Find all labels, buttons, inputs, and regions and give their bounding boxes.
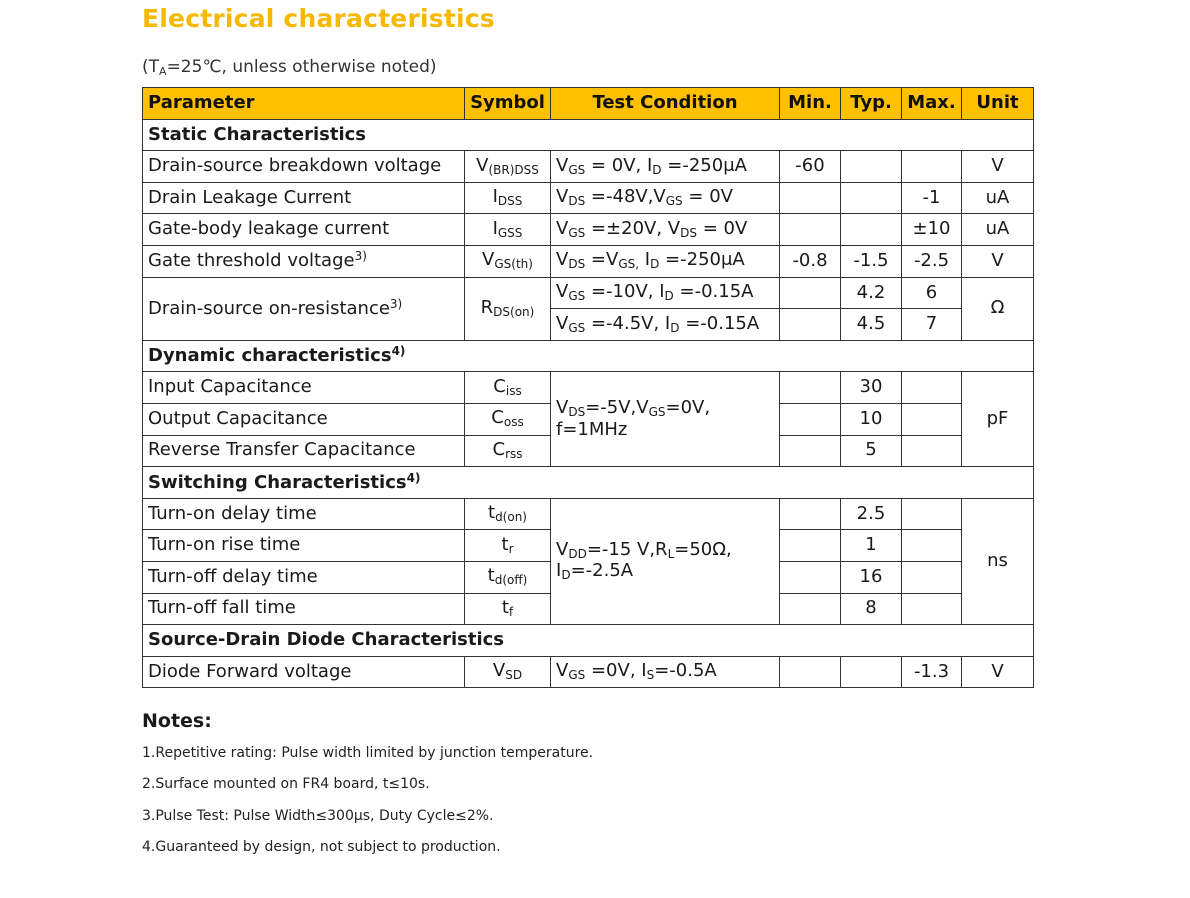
header-unit: Unit (962, 88, 1034, 120)
max-cell: 7 (902, 309, 962, 341)
header-parameter: Parameter (143, 88, 465, 120)
max-cell (902, 372, 962, 404)
min-cell: -0.8 (780, 245, 841, 277)
max-cell: ±10 (902, 214, 962, 246)
max-cell: -1 (902, 182, 962, 214)
table-row (143, 656, 1034, 688)
typ-cell: -1.5 (841, 245, 902, 277)
header-min: Min. (780, 88, 841, 120)
parameter-cell: Turn-off delay time (143, 561, 465, 593)
section-row-switching (143, 467, 1034, 499)
condition-cell: $V_{GS} =-4.5V$, $I_D =-0.15A$ (551, 309, 780, 341)
typ-cell (841, 151, 902, 183)
note-item: 1.Repetitive rating: Pulse width limited by junction temperature. (142, 745, 594, 761)
electrical-characteristics-table (142, 87, 1034, 688)
section-row-dynamic (143, 340, 1034, 372)
unit-cell: V (962, 245, 1034, 277)
note-item: 4.Guaranteed by design, not subject to production. (142, 839, 501, 855)
parameter-cell: Diode Forward voltage (143, 656, 465, 688)
typ-cell: 5 (841, 435, 902, 467)
max-cell (902, 403, 962, 435)
header-test-condition: Test Condition (551, 88, 780, 120)
section-title: Static Characteristics (143, 119, 1034, 151)
typ-cell: 4.5 (841, 309, 902, 341)
section-title: Dynamic characteristics$^{4)}$ (143, 340, 1034, 372)
symbol-cell: $C_{rss}$ (465, 435, 551, 467)
table-row (143, 277, 1034, 309)
min-cell (780, 182, 841, 214)
condition-cell: $V_{GS} =0V$, $I_S=-0.5A$ (551, 656, 780, 688)
unit-cell: V (962, 151, 1034, 183)
header-max: Max. (902, 88, 962, 120)
symbol-cell: $t_r$ (465, 530, 551, 562)
symbol-cell: $V_{(BR)DSS}$ (465, 151, 551, 183)
table-row (143, 151, 1034, 183)
min-cell: -60 (780, 151, 841, 183)
table-row (143, 214, 1034, 246)
parameter-cell: Reverse Transfer Capacitance (143, 435, 465, 467)
section-row-static (143, 119, 1034, 151)
symbol-cell: $C_{oss}$ (465, 403, 551, 435)
unit-cell: Ω (962, 277, 1034, 340)
note-item: 2.Surface mounted on FR4 board, t≤10s. (142, 776, 430, 792)
max-cell (902, 435, 962, 467)
min-cell (780, 372, 841, 404)
typ-cell: 2.5 (841, 498, 902, 530)
page-title: Electrical characteristics (142, 4, 495, 33)
min-cell (780, 309, 841, 341)
table-row (143, 498, 1034, 530)
min-cell (780, 530, 841, 562)
symbol-cell: $t_{d(off)}$ (465, 561, 551, 593)
symbol-cell: $I_{DSS}$ (465, 182, 551, 214)
header-symbol: Symbol (465, 88, 551, 120)
typ-cell: 30 (841, 372, 902, 404)
parameter-cell: Input Capacitance (143, 372, 465, 404)
typ-cell: 8 (841, 593, 902, 625)
typ-cell: 16 (841, 561, 902, 593)
condition-cell: $V_{GS} =\pm 20V$, $V_{DS} = 0V$ (551, 214, 780, 246)
min-cell (780, 403, 841, 435)
max-cell (902, 498, 962, 530)
parameter-cell: Turn-off fall time (143, 593, 465, 625)
parameter-cell: Turn-on rise time (143, 530, 465, 562)
unit-cell: pF (962, 372, 1034, 467)
symbol-cell: $V_{SD}$ (465, 656, 551, 688)
max-cell (902, 561, 962, 593)
min-cell (780, 435, 841, 467)
condition-cell: $V_{DD}=-15$ $V,R_L=50\Omega$, $I_D=-2.5A$ (551, 498, 780, 624)
parameter-cell: Output Capacitance (143, 403, 465, 435)
section-title: Source-Drain Diode Characteristics (143, 625, 1034, 657)
unit-cell: uA (962, 214, 1034, 246)
typ-cell (841, 656, 902, 688)
section-title: Switching Characteristics$^{4)}$ (143, 467, 1034, 499)
min-cell (780, 656, 841, 688)
notes-title: Notes: (142, 710, 212, 732)
max-cell (902, 151, 962, 183)
condition-cell: $V_{GS} =-10V$, $I_D =-0.15A$ (551, 277, 780, 309)
parameter-cell: Gate-body leakage current (143, 214, 465, 246)
symbol-cell: $V_{GS(th)}$ (465, 245, 551, 277)
condition-cell: $V_{DS}=-5V,V_{GS}=0V$, f=1MHz (551, 372, 780, 467)
parameter-cell: Drain Leakage Current (143, 182, 465, 214)
typ-cell (841, 214, 902, 246)
min-cell (780, 593, 841, 625)
parameter-cell: Turn-on delay time (143, 498, 465, 530)
typ-cell: 1 (841, 530, 902, 562)
table-row (143, 372, 1034, 404)
condition-cell: $V_{DS} =-48V,V_{GS} = 0V$ (551, 182, 780, 214)
typ-cell: 10 (841, 403, 902, 435)
typ-cell: 4.2 (841, 277, 902, 309)
max-cell: -1.3 (902, 656, 962, 688)
min-cell (780, 214, 841, 246)
test-conditions-note: ($T_A=25℃$, unless otherwise noted) (142, 57, 437, 78)
max-cell (902, 530, 962, 562)
table-row (143, 182, 1034, 214)
condition-cell: $V_{DS} =V_{GS,}$ $I_D =-250\mu A$ (551, 245, 780, 277)
parameter-cell: Drain-source breakdown voltage (143, 151, 465, 183)
unit-cell: V (962, 656, 1034, 688)
table-row (143, 245, 1034, 277)
header-typ: Typ. (841, 88, 902, 120)
max-cell: 6 (902, 277, 962, 309)
symbol-cell: $I_{GSS}$ (465, 214, 551, 246)
parameter-cell: Drain-source on-resistance$^{3)}$ (143, 277, 465, 340)
max-cell: -2.5 (902, 245, 962, 277)
note-item: 3.Pulse Test: Pulse Width≤300μs, Duty Cycle≤2%. (142, 808, 494, 824)
condition-cell: $V_{GS} = 0V$, $I_D =-250\mu A$ (551, 151, 780, 183)
max-cell (902, 593, 962, 625)
symbol-cell: $t_{d(on)}$ (465, 498, 551, 530)
table-header-row (143, 88, 1034, 120)
min-cell (780, 498, 841, 530)
min-cell (780, 561, 841, 593)
unit-cell: ns (962, 498, 1034, 624)
min-cell (780, 277, 841, 309)
section-row-diode (143, 625, 1034, 657)
symbol-cell: $C_{iss}$ (465, 372, 551, 404)
unit-cell: uA (962, 182, 1034, 214)
typ-cell (841, 182, 902, 214)
parameter-cell: Gate threshold voltage$^{3)}$ (143, 245, 465, 277)
symbol-cell: $t_f$ (465, 593, 551, 625)
symbol-cell: $R_{DS(on)}$ (465, 277, 551, 340)
